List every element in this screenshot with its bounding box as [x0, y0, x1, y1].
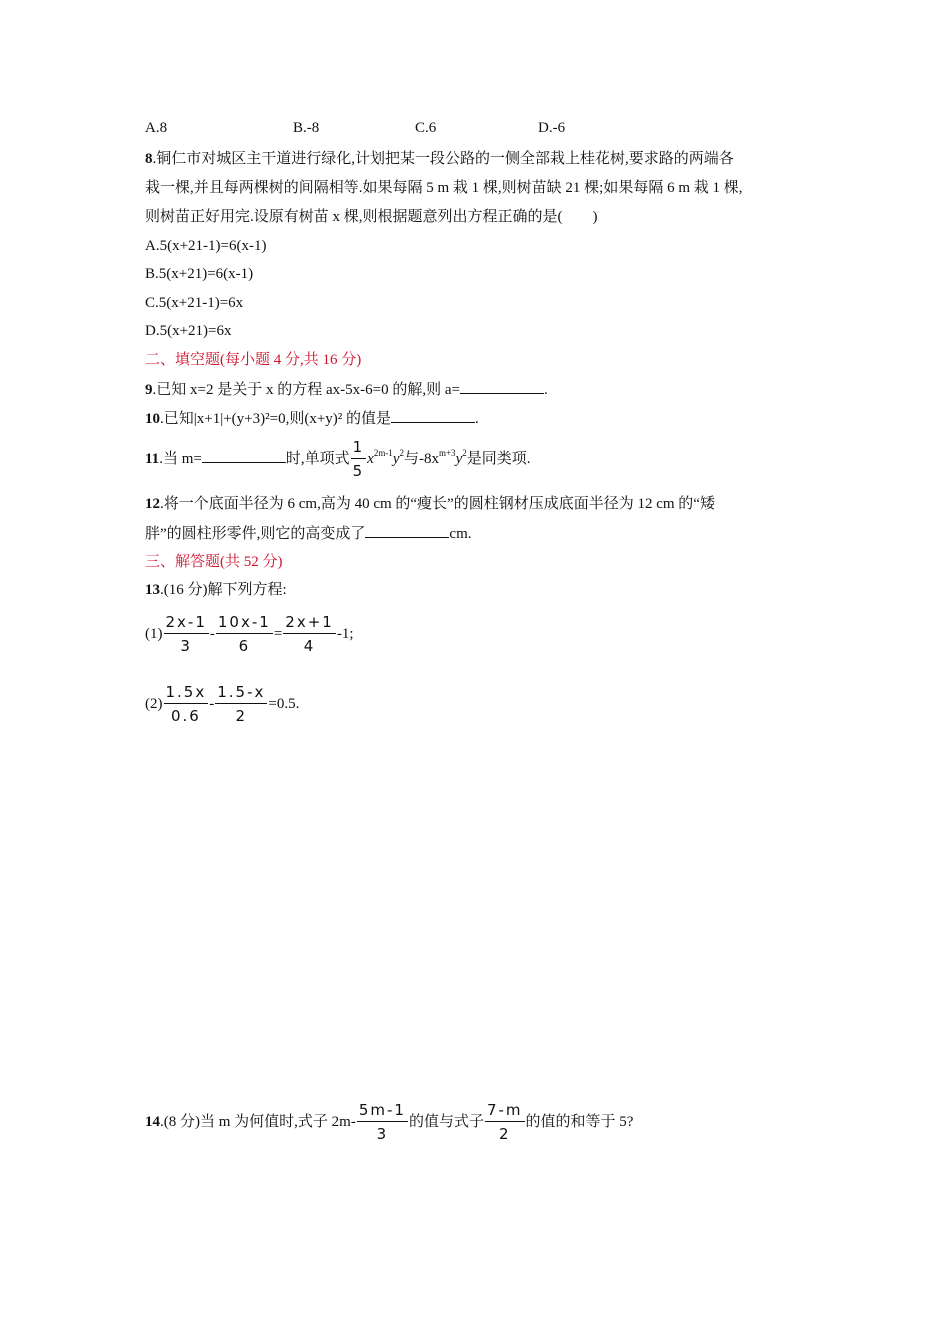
q12-line1: 12.将一个底面半径为 6 cm,高为 40 cm 的“瘦长”的圆柱钢材压成底面半径为 12 cm 的“矮 — [145, 496, 715, 512]
q12-answer-blank[interactable] — [365, 523, 449, 538]
q11-fraction: $\frac{1}{5}$ — [352, 438, 365, 480]
q7-option-c: C.6 — [415, 120, 437, 136]
q14-fraction1: $\frac{5m-1}{3}$ — [358, 1101, 406, 1144]
q13-part1: (1) $\frac{2x-1}{3}$ - $\frac{10x-1}{6}$ = $\frac{2x+1}{4}$ -1; — [145, 610, 354, 658]
q13-p1-fraction3: $\frac{2x+1}{4}$ — [285, 613, 334, 656]
q11-answer-blank[interactable] — [202, 448, 286, 463]
q10-answer-blank[interactable] — [391, 408, 475, 423]
q10: 10.已知|x+1|+(y+3)²=0,则(x+y)² 的值是 . — [145, 408, 479, 429]
q8-option-c: C.5(x+21-1)=6x — [145, 295, 244, 311]
q13-part2: (2) $\frac{1.5x}{0.6}$ - $\frac{1.5-x}{2}$ =0.5. — [145, 680, 299, 728]
section-solve-heading: 三、解答题(共 52 分) — [145, 554, 283, 570]
q12-line2: 胖”的圆柱形零件,则它的高变成了 cm. — [145, 523, 472, 544]
q8-line3: 则树苗正好用完.设原有树苗 x 棵,则根据题意列出方程正确的是( ) — [145, 209, 598, 225]
q14-fraction2: $\frac{7-m}{2}$ — [486, 1101, 523, 1144]
q9-answer-blank[interactable] — [460, 379, 544, 394]
q14: 14.(8 分)当 m 为何值时,式子 2m- $\frac{5m-1}{3}$ 的值与式子 $\frac{7-m}{2}$ 的值的和等于 5? — [145, 1098, 633, 1146]
section-fill-in-heading: 二、填空题(每小题 4 分,共 16 分) — [145, 352, 362, 368]
q13-p2-fraction2: $\frac{1.5-x}{2}$ — [217, 683, 266, 726]
q8-line2: 栽一棵,并且每两棵树的间隔相等.如果每隔 5 m 栽 1 棵,则树苗缺 21 棵;如果每隔 6 m 栽 1 棵, — [145, 180, 743, 196]
q8-option-a: A.5(x+21-1)=6(x-1) — [145, 238, 267, 254]
q11: 11.当 m= 时,单项式 $\frac{1}{5}$ $x^{2m-1}y^2$与$-8x^{m+3}y^2$是同类项. — [145, 436, 531, 483]
q7-option-b: B.-8 — [293, 120, 320, 136]
q7-option-d: D.-6 — [538, 120, 566, 136]
q8-option-d: D.5(x+21)=6x — [145, 323, 232, 339]
q9: 9.已知 x=2 是关于 x 的方程 ax-5x-6=0 的解,则 a= . — [145, 379, 548, 400]
q13-p1-fraction1: $\frac{2x-1}{3}$ — [165, 613, 207, 656]
q13-p2-fraction1: $\frac{1.5x}{0.6}$ — [165, 683, 207, 726]
q7-option-a: A.8 — [145, 120, 168, 136]
q8-option-b: B.5(x+21)=6(x-1) — [145, 266, 254, 282]
q13-p1-fraction2: $\frac{10x-1}{6}$ — [217, 613, 271, 656]
q8-line1: 8.铜仁市对城区主干道进行绿化,计划把某一段公路的一侧全部栽上桂花树,要求路的两端各 — [145, 151, 734, 167]
q13: 13.(16 分)解下列方程: — [145, 582, 287, 598]
